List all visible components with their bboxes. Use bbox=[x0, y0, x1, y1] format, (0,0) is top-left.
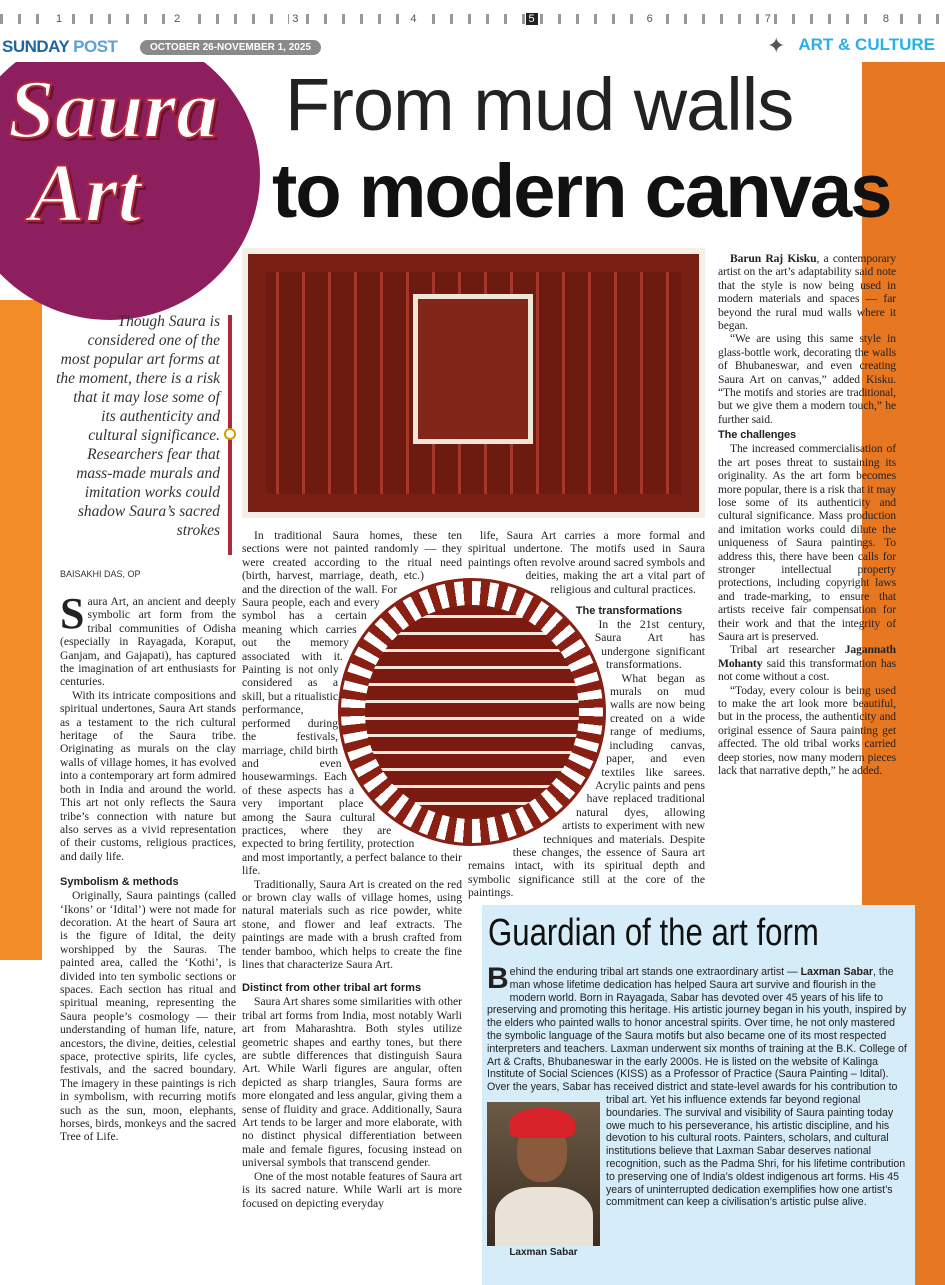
paragraph: life, Saura Art carries a more formal and spiritual undertone. The motifs used in Saura paintings often revolve around sacred symbols and deities, making the art a vital part of religious and cultural practices. bbox=[468, 529, 705, 596]
ruler-mark: 1 bbox=[53, 13, 65, 25]
paragraph: “We are using this same style in glass-bottle work, decorating the walls of Bhubaneswar, and even creating Saura Art on canvas,” added Kisku. “The motifs and stories are traditional, but we give them a modern touch,” he further said. bbox=[718, 332, 896, 426]
box-text-continued: years, Sabar has received district and state-level awards for his contribution to tribal art. Yet his influence extends far beyond regional boundaries. The survival and visibility of Saura painting today owe much to his perseverance, his artistic discipline, and his devotion to his cultural roots. Painters, scholars, and cultural institutions believe that Laxman Sabar deserves national recognition, such as the Padma Shri, for his lifetime contribution to preserving one of India’s oldest indigenous art forms. His 45 years of uninterrupted dedication exemplifies how one artist’s commitment can keep a civilisation’s artistic pulse alive. bbox=[530, 1081, 906, 1209]
paragraph: , a contemporary artist on the art’s adaptability said note that the style is now being used in modern materials and spaces — far beyond the rural mud walls where it began. bbox=[718, 252, 897, 333]
saura-painting-image bbox=[242, 248, 705, 518]
compass-icon: ✦ bbox=[767, 33, 786, 58]
paragraph: With its intricate compositions and spiritual undertones, Saura Art stands as a testament to the rich cultural heritage of the Saura tribe. Originating as murals on the clay walls of village homes, it has evolved into a contemporary art form admired both in India and around the world. This art not only reflects the Saura tribe’s connection with nature but also serves as a vivid representation of their customs, religious practices, and daily life. bbox=[60, 688, 236, 863]
paragraph: “Today, every colour is being used to make the art look more beautiful, but in the process, the authenticity and original essence of Saura painting get affected. The old tribal works carried deep stories, now many modern pieces lack that narrative depth,” he added. bbox=[718, 683, 896, 778]
brand-sunday: SUNDAY bbox=[2, 37, 69, 56]
issue-date: OCTOBER 26-NOVEMBER 1, 2025 bbox=[140, 40, 321, 55]
photo-block bbox=[487, 1102, 600, 1260]
headline-line2: to modern canvas bbox=[272, 149, 891, 234]
paragraph: , the man whose lifetime dedication has helped Saura art survive and flourish in the modern world. Born in Rayagada, Sabar has devoted over 45 years of his life to preserving and promoting this heritage. His artistic journey began in his youth, inspired by the elders who painted walls to honor ancestral spirits. Over time, he not only mastered the symbolic language of the Saura motifs but also became one of its most respected interpreters and teachers. Laxman underwent six months of training at the B.K. College of Art & Crafts, Bhubaneswar in the early 2000s. He is listed on the website of Kalinga Institute of Social Sciences (KISS) as a Professor of Practice (Saura Painting – Idital). Over the bbox=[487, 966, 907, 1094]
subheading: The transformations bbox=[575, 605, 683, 618]
paragraph: ehind the enduring tribal art stands one extraordinary artist — bbox=[509, 966, 801, 978]
quote-ornament-dot bbox=[224, 428, 236, 440]
paragraph: Saura Art shares some similarities with other tribal art forms from India, most notably Warli art from Maharashtra. Both styles utilize geometric shapes and earthy tones, but there are subtle differences that distinguish Saura Art. While Warli figures are angular, often depicted as sharp triangles, Saura forms are more elongated and less angular, giving them a sense of fluidity and grace. Additionally, Saura Art tends to be larger and more elaborate, with no distinct physical differentiation between male and female figures, focusing instead on universal symbols that transcend gender. bbox=[242, 995, 463, 1170]
article-column-2 bbox=[242, 529, 462, 1210]
saura-art-logo: Saura Art bbox=[8, 63, 219, 240]
article-column-3 bbox=[468, 529, 705, 900]
paragraph: Originally, Saura paintings (called ‘Ikons’ or ‘Idital’) were not made for decoration. At the heart of Saura art is the figure of Idital, the deity worshipped by the Sauras. The painted area, called the ‘Kothi’, is divided into ten symbolic sections or spaces. Each section has ritual and spiritual meaning, representing the Saura people’s cosmology — their understanding of human life, nature, ancestors, the divine, deities, celestial space, protective spirits, life cycles, festivals, and the sacred boundary. The imagery in these paintings is rich in symbolism, with recurring motifs such as the sun, moon, elephants, horses, birds, monkeys and the sacred Tree of Life. bbox=[60, 889, 236, 1144]
box-title: Guardian of the art form bbox=[488, 912, 819, 954]
drop-cap: S bbox=[60, 589, 85, 638]
article-column-4 bbox=[718, 252, 896, 777]
paragraph: One of the most notable features of Saura art is its sacred nature. While Warli art is more focused on depicting everyday bbox=[242, 1169, 462, 1210]
subheading: Distinct from other tribal art forms bbox=[242, 982, 422, 995]
paragraph: In the 21st century, Saura Art has undergone significant transformations. bbox=[594, 618, 705, 672]
laxman-sabar-photo bbox=[487, 1102, 600, 1246]
ruler-mark-current: 5 bbox=[526, 13, 538, 25]
paragraph: Traditionally, Saura Art is created on the red or brown clay walls of village homes, using natural materials such as rice powder, white stone, and flower and leaf extracts. The paintings are made with a brush crafted from tender bamboo, which helps to create the fine lines that characterize Saura Art. bbox=[242, 877, 462, 971]
box-text bbox=[487, 962, 907, 1260]
ruler-mark: 8 bbox=[880, 13, 892, 25]
headline-line1: From mud walls bbox=[285, 63, 794, 146]
pull-quote: Though Saura is considered one of the most popular art forms at the moment, there is a risk that it may lose some of its authenticity and cultural significance. Researchers fear that mass-made murals and imitation works could shadow Saura’s sacred strokes bbox=[56, 313, 220, 539]
artist-name: Laxman Sabar bbox=[800, 966, 874, 978]
newspaper-brand bbox=[2, 37, 117, 57]
ruler-mark: 2 bbox=[171, 13, 183, 25]
byline: BAISAKHI DAS, OP bbox=[60, 569, 141, 579]
ruler-mark: 6 bbox=[644, 13, 656, 25]
researcher-name: Jagannath Mohanty bbox=[718, 643, 896, 670]
paragraph: What began as murals on mud walls are now being created on a wide range of mediums, including canvas, paper, and even textiles like sarees. Acrylic paints and pens have replaced traditional natural dyes, allowing artists to experiment with new techniques and materials. Despite these changes, the essence of Saura art remains intact, with its spiritual depth and symbolic significance still at the core of the paintings. bbox=[468, 671, 705, 900]
paragraph: said this transformation has not come without a cost. bbox=[718, 656, 896, 684]
artist-name: Barun Raj Kisku bbox=[730, 252, 817, 265]
subheading: The challenges bbox=[718, 429, 797, 442]
article-column-1 bbox=[60, 589, 236, 1144]
paragraph: The increased commercialisation of the art poses threat to sustaining its originality. As the art form becomes more popular, there is a risk that it may lose some of its authenticity and cultural significance. Mass production and imitation works could dilute the uniqueness of Saura paintings. To address this, there have been calls for stronger intellectual property protections, including copyright laws and trade-marking, to ensure that artists receive fair compensation for their work and that the integrity of Saura art is preserved. bbox=[718, 442, 896, 643]
photo-caption: Laxman Sabar bbox=[509, 1247, 578, 1258]
page-ruler bbox=[0, 8, 945, 30]
paragraph: Tribal art researcher bbox=[730, 643, 845, 657]
section-label: ART & CULTURE bbox=[798, 35, 935, 54]
ruler-mark: 3 bbox=[289, 13, 301, 25]
orange-band-left bbox=[0, 300, 42, 960]
paragraph: In traditional Saura homes, these ten sections were not painted randomly — they were created according to the ritual need (birth, harvest, marriage, death, etc.) and the direction of the wall. For Saura people, each and every symbol has a certain meaning which carries out the memory associated with it. Painting is not only considered as a skill, but a ritualistic performance, performed during the festivals, marriage, child birth and even housewarmings. Each of these aspects has a very important place among the Saura cultural practices, where they are expected to bring fertility, protection and most importantly, a perfect balance to their life. bbox=[242, 529, 462, 878]
ruler-mark: 4 bbox=[407, 13, 419, 25]
ruler-mark: 7 bbox=[762, 13, 774, 25]
paragraph: aura Art, an ancient and deeply symbolic art form from the tribal communities of Odisha (especially in Rayagada, Koraput, Ganjam, and Gajapati), has captured the imagination of art enthusiasts for centuries. bbox=[60, 595, 236, 689]
drop-cap: B bbox=[487, 962, 509, 995]
brand-post: POST bbox=[73, 37, 118, 56]
subheading: Symbolism & methods bbox=[60, 876, 179, 889]
